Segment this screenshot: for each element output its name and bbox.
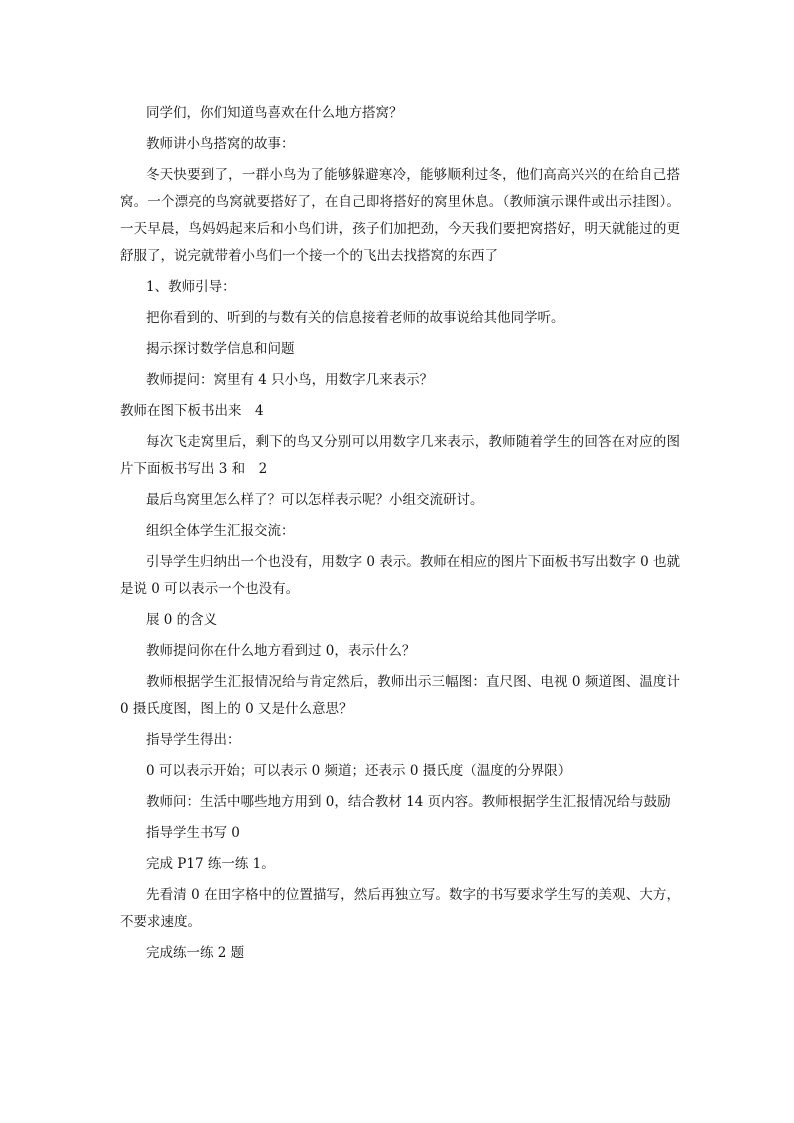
paragraph-board-four: 教师在图下板书出来 4 bbox=[120, 403, 264, 419]
paragraph-group-discussion: 最后鸟窝里怎么样了？可以怎样表示呢？小组交流研讨。 bbox=[146, 492, 484, 508]
paragraph-remaining-birds: 每次飞走窝里后，剩下的鸟又分别可以用数字几来表示，教师随着学生的回答在对应的图片下面板书写出 3 和 2 bbox=[120, 434, 680, 477]
lesson-text-body bbox=[120, 100, 680, 971]
paragraph-teacher-story-title: 教师讲小鸟搭窝的故事： bbox=[146, 136, 295, 152]
paragraph-exercise-one: 完成 P17 练一练 1。 bbox=[146, 856, 275, 872]
paragraph-zero-none: 引导学生归纳出一个也没有，用数字 0 表示。教师在相应的图片下面板书写出数字 0 也就是说 0 可以表示一个也没有。 bbox=[120, 554, 680, 597]
paragraph-writing-zero: 指导学生书写 0 bbox=[146, 825, 240, 841]
paragraph-report-exchange: 组织全体学生汇报交流： bbox=[146, 523, 295, 539]
paragraph-three-pictures: 教师根据学生汇报情况给与肯定然后，教师出示三幅图：直尺图、电视 0 频道图、温度计 0 摄氏度图，图上的 0 又是什么意思？ bbox=[120, 674, 680, 717]
paragraph-writing-grid: 先看清 0 在田字格中的位置描写，然后再独立写。数字的书写要求学生写的美观、大方，不要求速度。 bbox=[120, 887, 680, 930]
paragraph-share-info: 把你看到的、听到的与数有关的信息接着老师的故事说给其他同学听。 bbox=[146, 310, 565, 326]
paragraph-where-seen-zero: 教师提问你在什么地方看到过 0，表示什么？ bbox=[146, 643, 416, 659]
paragraph-zero-meaning-heading: 展 0 的含义 bbox=[146, 612, 218, 628]
paragraph-question-four-birds: 教师提问：窝里有 4 只小鸟，用数字几来表示？ bbox=[146, 372, 434, 388]
paragraph-zero-in-life: 教师问：生活中哪些地方用到 0，结合教材 14 页内容。教师根据学生汇报情况给与鼓励 bbox=[146, 794, 671, 810]
paragraph-winter-story: 冬天快要到了，一群小鸟为了能够躲避寒冷，能够顺利过冬，他们高高兴兴的在给自己搭窝。一个漂亮的鸟窝就要搭好了，在自己即将搭好的窝里休息。（教师演示课件或出示挂图）。一天早晨，鸟妈妈起来后和小鸟们讲，孩子们加把劲，今天我们要把窝搭好，明天就能过的更舒服了，说完就带着小鸟们一个接一个的飞出去找搭窝的东西了 bbox=[120, 167, 680, 264]
paragraph-reveal-problem: 揭示探讨数学信息和问题 bbox=[146, 341, 295, 357]
paragraph-exercise-two: 完成练一练 2 题 bbox=[146, 945, 245, 961]
paragraph-guide-conclusion: 指导学生得出： bbox=[146, 732, 241, 748]
paragraph-zero-uses: 0 可以表示开始；可以表示 0 频道；还表示 0 摄氏度（温度的分界限） bbox=[146, 763, 572, 779]
paragraph-teacher-guide-heading: 1、教师引导： bbox=[146, 279, 236, 295]
paragraph-question-bird-nest: 同学们，你们知道鸟喜欢在什么地方搭窝？ bbox=[146, 105, 403, 121]
